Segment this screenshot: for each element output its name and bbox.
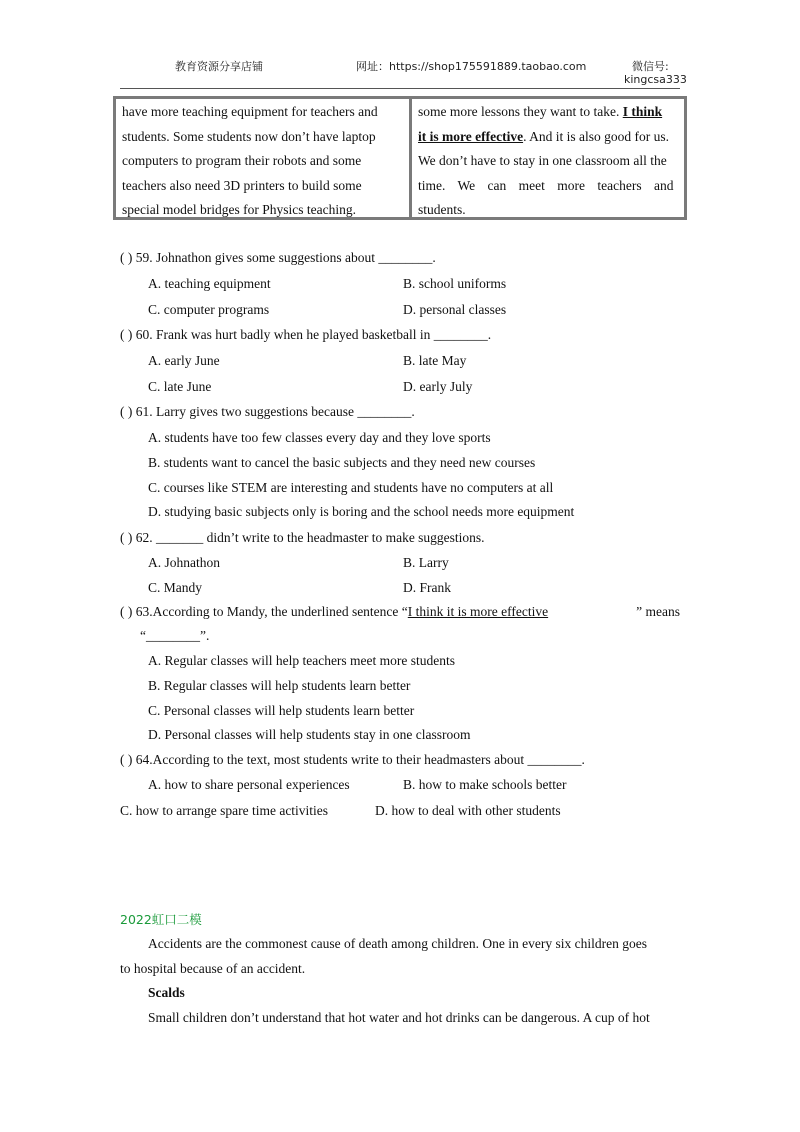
option-b: B. Larry <box>403 555 449 570</box>
option-c: C. late June <box>148 379 212 394</box>
paragraph-line: Small children don’t understand that hot water and hot drinks can be dangerous. A cup of hot <box>148 1010 650 1025</box>
option-a: A. early June <box>148 353 220 368</box>
passage-table <box>113 96 687 220</box>
table-line: students. Some students now don’t have laptop <box>122 128 376 144</box>
subheading: Scalds <box>148 985 185 1000</box>
question-62-stem: ( ) 62. _______ didn’t write to the headmaster to make suggestions. <box>120 530 485 545</box>
table-line: students. <box>418 202 466 217</box>
underlined-sentence-ref: I think it is more effective <box>407 604 549 619</box>
option-c: C. Mandy <box>148 580 202 595</box>
option-b: B. late May <box>403 353 467 368</box>
table-line <box>418 100 678 125</box>
option-a: A. Johnathon <box>148 555 220 570</box>
option-c: C. how to arrange spare time activities <box>120 803 329 818</box>
question-61-stem: ( ) 61. Larry gives two suggestions because ________. <box>120 404 415 419</box>
option-b: B. students want to cancel the basic subjects and they need new courses <box>148 455 536 470</box>
question-63-stem <box>120 604 680 620</box>
option-a: A. how to share personal experiences <box>148 777 350 792</box>
option-d: D. how to deal with other students <box>375 803 561 818</box>
underlined-sentence: I think <box>622 104 663 119</box>
stem-text: ( ) 63.According to Mandy, the underlined sentence “ <box>120 604 408 619</box>
table-line: special model bridges for Physics teaching. <box>122 202 356 217</box>
header-wechat-id: kingcsa333 <box>624 73 687 86</box>
table-line: have more teaching equipment for teachers and <box>122 104 378 119</box>
option-a: A. students have too few classes every day and they love sports <box>148 430 491 445</box>
paragraph-line: to hospital because of an accident. <box>120 961 306 976</box>
section-title: 2022虹口二模 <box>120 912 202 927</box>
option-c: C. computer programs <box>148 302 270 317</box>
table-line: computers to program their robots and some <box>122 153 362 168</box>
table-cell-right <box>409 99 684 217</box>
option-d: D. studying basic subjects only is boring and the school needs more equipment <box>148 504 575 519</box>
option-d: D. Frank <box>403 580 451 595</box>
option-d: D. Personal classes will help students stay in one classroom <box>148 727 471 742</box>
table-line <box>418 125 678 150</box>
table-text: . And it is also good for us. <box>523 128 669 144</box>
stem-rest <box>408 604 680 620</box>
option-b: B. Regular classes will help students learn better <box>148 678 411 693</box>
table-line: teachers also need 3D printers to build some <box>122 177 362 193</box>
option-d: D. personal classes <box>403 302 507 317</box>
option-d: D. early July <box>403 379 473 394</box>
question-59-stem: ( ) 59. Johnathon gives some suggestions about ________. <box>120 250 436 265</box>
option-c: C. courses like STEM are interesting and students have no computers at all <box>148 480 554 495</box>
table-cell-left <box>116 99 409 217</box>
paragraph-line: Accidents are the commonest cause of death among children. One in every six children goes <box>148 936 647 951</box>
stem-text: ” means <box>636 604 680 619</box>
option-a: A. teaching equipment <box>148 276 271 291</box>
option-c: C. Personal classes will help students learn better <box>148 703 415 718</box>
question-60-stem: ( ) 60. Frank was hurt badly when he played basketball in ________. <box>120 327 492 342</box>
table-text: some more lessons they want to take. <box>418 104 623 119</box>
header-divider <box>120 88 680 89</box>
header-url: 网址：https://shop175591889.taobao.com <box>356 60 587 73</box>
header-shop-name: 教育资源分享店铺 <box>175 60 263 73</box>
question-64-stem: ( ) 64.According to the text, most students write to their headmasters about ________. <box>120 752 585 767</box>
header-wechat-label: 微信号: <box>632 60 669 73</box>
option-b: B. how to make schools better <box>403 777 567 792</box>
table-line: time. We can meet more teachers and <box>418 177 674 193</box>
question-63-blank: “________”. <box>140 628 210 643</box>
option-b: B. school uniforms <box>403 276 507 291</box>
underlined-sentence: it is more effective <box>418 128 524 144</box>
option-a: A. Regular classes will help teachers meet more students <box>148 653 456 668</box>
table-line: We don’t have to stay in one classroom all the <box>418 153 667 168</box>
